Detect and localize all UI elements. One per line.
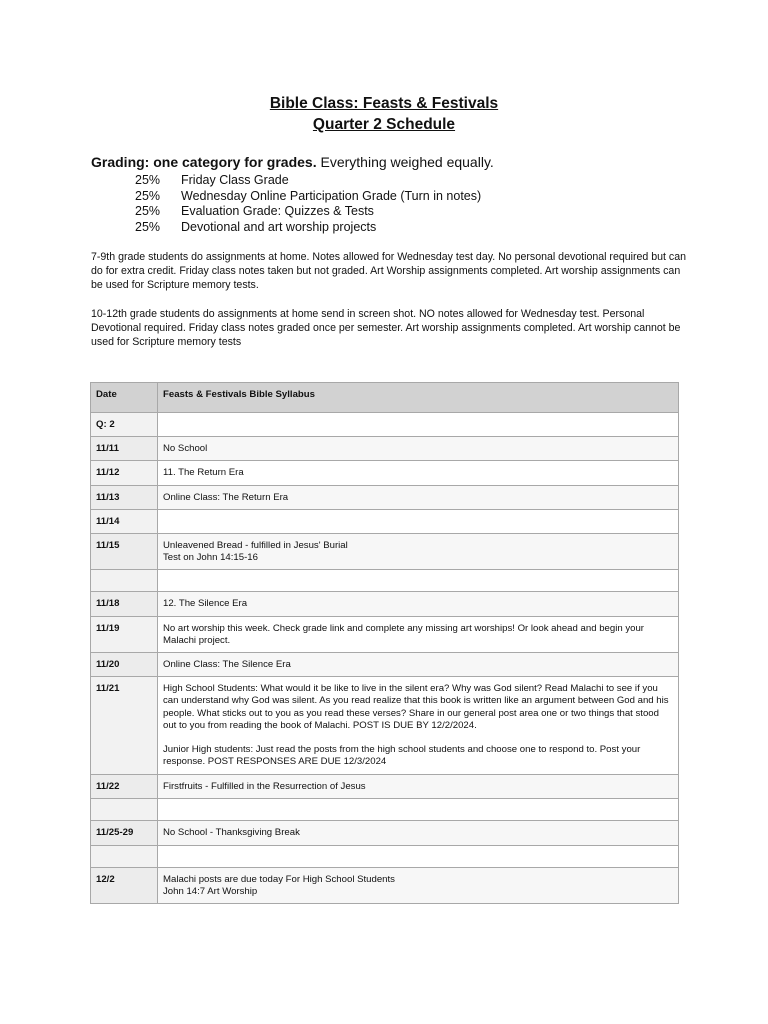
row-date-cell	[91, 534, 158, 570]
row-date-cell	[91, 461, 158, 485]
row-content-cell	[158, 592, 679, 616]
table-row	[91, 845, 679, 867]
row-content-cell	[158, 821, 679, 845]
row-content-line: Online Class: The Silence Era	[163, 659, 291, 671]
row-content-cell	[158, 461, 679, 485]
table-row	[91, 570, 679, 592]
document-subtitle: Quarter 2 Schedule	[312, 116, 456, 133]
row-date	[91, 799, 157, 810]
row-date: 11/22	[96, 781, 120, 793]
table-row	[91, 437, 679, 461]
row-content-cell	[158, 485, 679, 509]
table-row	[91, 509, 679, 533]
row-date-cell	[91, 437, 158, 461]
row-content-cell	[158, 437, 679, 461]
grade-item	[135, 173, 481, 189]
row-date: 11/11	[96, 443, 119, 455]
row-content-cell	[158, 867, 679, 903]
table-row	[91, 677, 679, 775]
row-content-line: Malachi posts are due today For High School Students	[163, 873, 395, 885]
row-date: 11/21	[96, 683, 120, 695]
row-date: 11/14	[96, 515, 120, 527]
row-content-cell	[158, 775, 679, 799]
grade-percent: 25%	[135, 204, 161, 218]
row-content-cell	[158, 653, 679, 677]
row-date-cell	[91, 485, 158, 509]
grading-label: Grading: one category for grades.	[91, 154, 317, 170]
junior-high-policy-paragraph: 7-9th grade students do assignments at home. Notes allowed for Wednesday test day. No personal devotional required but can do for extra credit. Friday class notes taken but not graded. Art Worship assignments completed. Art worship assignments can be used for Scripture memory tests.	[91, 251, 686, 291]
table-header-row	[91, 383, 679, 413]
table-row	[91, 592, 679, 616]
row-content-cell	[158, 677, 679, 775]
row-content-line: John 14:7 Art Worship	[163, 885, 258, 897]
grade-label: Friday Class Grade	[181, 173, 289, 187]
row-date-cell	[91, 592, 158, 616]
row-date: 11/25-29	[96, 827, 134, 839]
row-content-line: Online Class: The Return Era	[163, 491, 289, 503]
table-row	[91, 534, 679, 570]
grading-heading	[91, 154, 494, 170]
table-row	[91, 799, 679, 821]
row-date	[91, 846, 157, 857]
grading-note: Everything weighed equally.	[320, 154, 494, 170]
grade-percent: 25%	[135, 173, 161, 187]
date-column-header: Date	[91, 383, 158, 413]
row-date: 11/19	[96, 622, 120, 634]
grade-label: Evaluation Grade: Quizzes & Tests	[181, 204, 374, 218]
row-content-line: Junior High students: Just read the posts from the high school students and choose one to respond to. Post your response. POST RESPONSES ARE DUE 12/3/2024	[163, 744, 641, 768]
syllabus-table	[90, 382, 679, 904]
row-date: 11/12	[96, 467, 120, 479]
document-title: Bible Class: Feasts & Festivals	[269, 95, 499, 112]
row-date: 11/13	[96, 491, 120, 503]
row-date: Q: 2	[96, 419, 115, 430]
row-date: 12/2	[96, 873, 115, 885]
grade-item	[135, 220, 481, 236]
grade-item	[135, 189, 481, 205]
row-content-cell	[158, 845, 679, 867]
row-date-cell	[91, 616, 158, 652]
high-school-policy-paragraph: 10-12th grade students do assignments at home send in screen shot. NO notes allowed for Wednesday test. Personal Devotional required. Friday class notes graded once per semester. Art worship assignments completed. Art worship cannot be used for Scripture memory tests	[91, 308, 681, 348]
table-row	[91, 775, 679, 799]
table-row	[91, 821, 679, 845]
row-date-cell	[91, 821, 158, 845]
row-date: 11/18	[96, 598, 120, 610]
row-content-cell	[158, 413, 679, 437]
table-row	[91, 461, 679, 485]
syllabus-column-header: Feasts & Festivals Bible Syllabus	[158, 383, 679, 413]
grade-breakdown-list	[135, 173, 481, 235]
row-date-cell	[91, 509, 158, 533]
row-date-cell	[91, 653, 158, 677]
row-date-cell	[91, 799, 158, 821]
row-date-cell	[91, 677, 158, 775]
grade-percent: 25%	[135, 219, 161, 234]
table-row	[91, 653, 679, 677]
row-content-line: High School Students: What would it be like to live in the silent era? Why was God silent? Read Malachi to see if you can understand why God was silent. As you read realize that this book is written like an argument between God and his people. What sticks out to you as you read these verses? Share in our general post area one or two things that stood out to you from reading the book of Malachi. POST IS DUE BY 12/2/2024.	[163, 683, 669, 731]
row-content-line: 11. The Return Era	[163, 467, 244, 479]
row-content-line: No art worship this week. Check grade link and complete any missing art worships! Or look ahead and begin your Malachi project.	[163, 622, 644, 646]
row-content-cell	[158, 570, 679, 592]
table-row	[91, 867, 679, 903]
row-content-cell	[158, 534, 679, 570]
row-date-cell	[91, 845, 158, 867]
table-row	[91, 616, 679, 652]
table-row	[91, 413, 679, 437]
row-content-line: No School - Thanksgiving Break	[163, 827, 300, 839]
row-content-line	[163, 732, 673, 744]
row-date-cell	[91, 413, 158, 437]
grade-label: Devotional and art worship projects	[181, 219, 377, 234]
row-content-line: No School	[163, 443, 208, 455]
row-date-cell	[91, 570, 158, 592]
row-date	[91, 570, 157, 581]
row-content-line: Firstfruits - Fulfilled in the Resurrection of Jesus	[163, 781, 366, 793]
row-content-line: Test on John 14:15-16	[163, 552, 258, 564]
grade-item	[135, 204, 481, 220]
row-date-cell	[91, 867, 158, 903]
grade-percent: 25%	[135, 188, 161, 203]
row-content-line: Unleavened Bread - fulfilled in Jesus' Burial	[163, 540, 348, 552]
row-content-cell	[158, 616, 679, 652]
row-date-cell	[91, 775, 158, 799]
row-content-cell	[158, 509, 679, 533]
row-date: 11/15	[96, 540, 120, 552]
row-content-line: 12. The Silence Era	[163, 598, 248, 610]
row-date: 11/20	[96, 659, 120, 671]
row-content-cell	[158, 799, 679, 821]
grade-label: Wednesday Online Participation Grade (Turn in notes)	[181, 188, 482, 203]
table-row	[91, 485, 679, 509]
